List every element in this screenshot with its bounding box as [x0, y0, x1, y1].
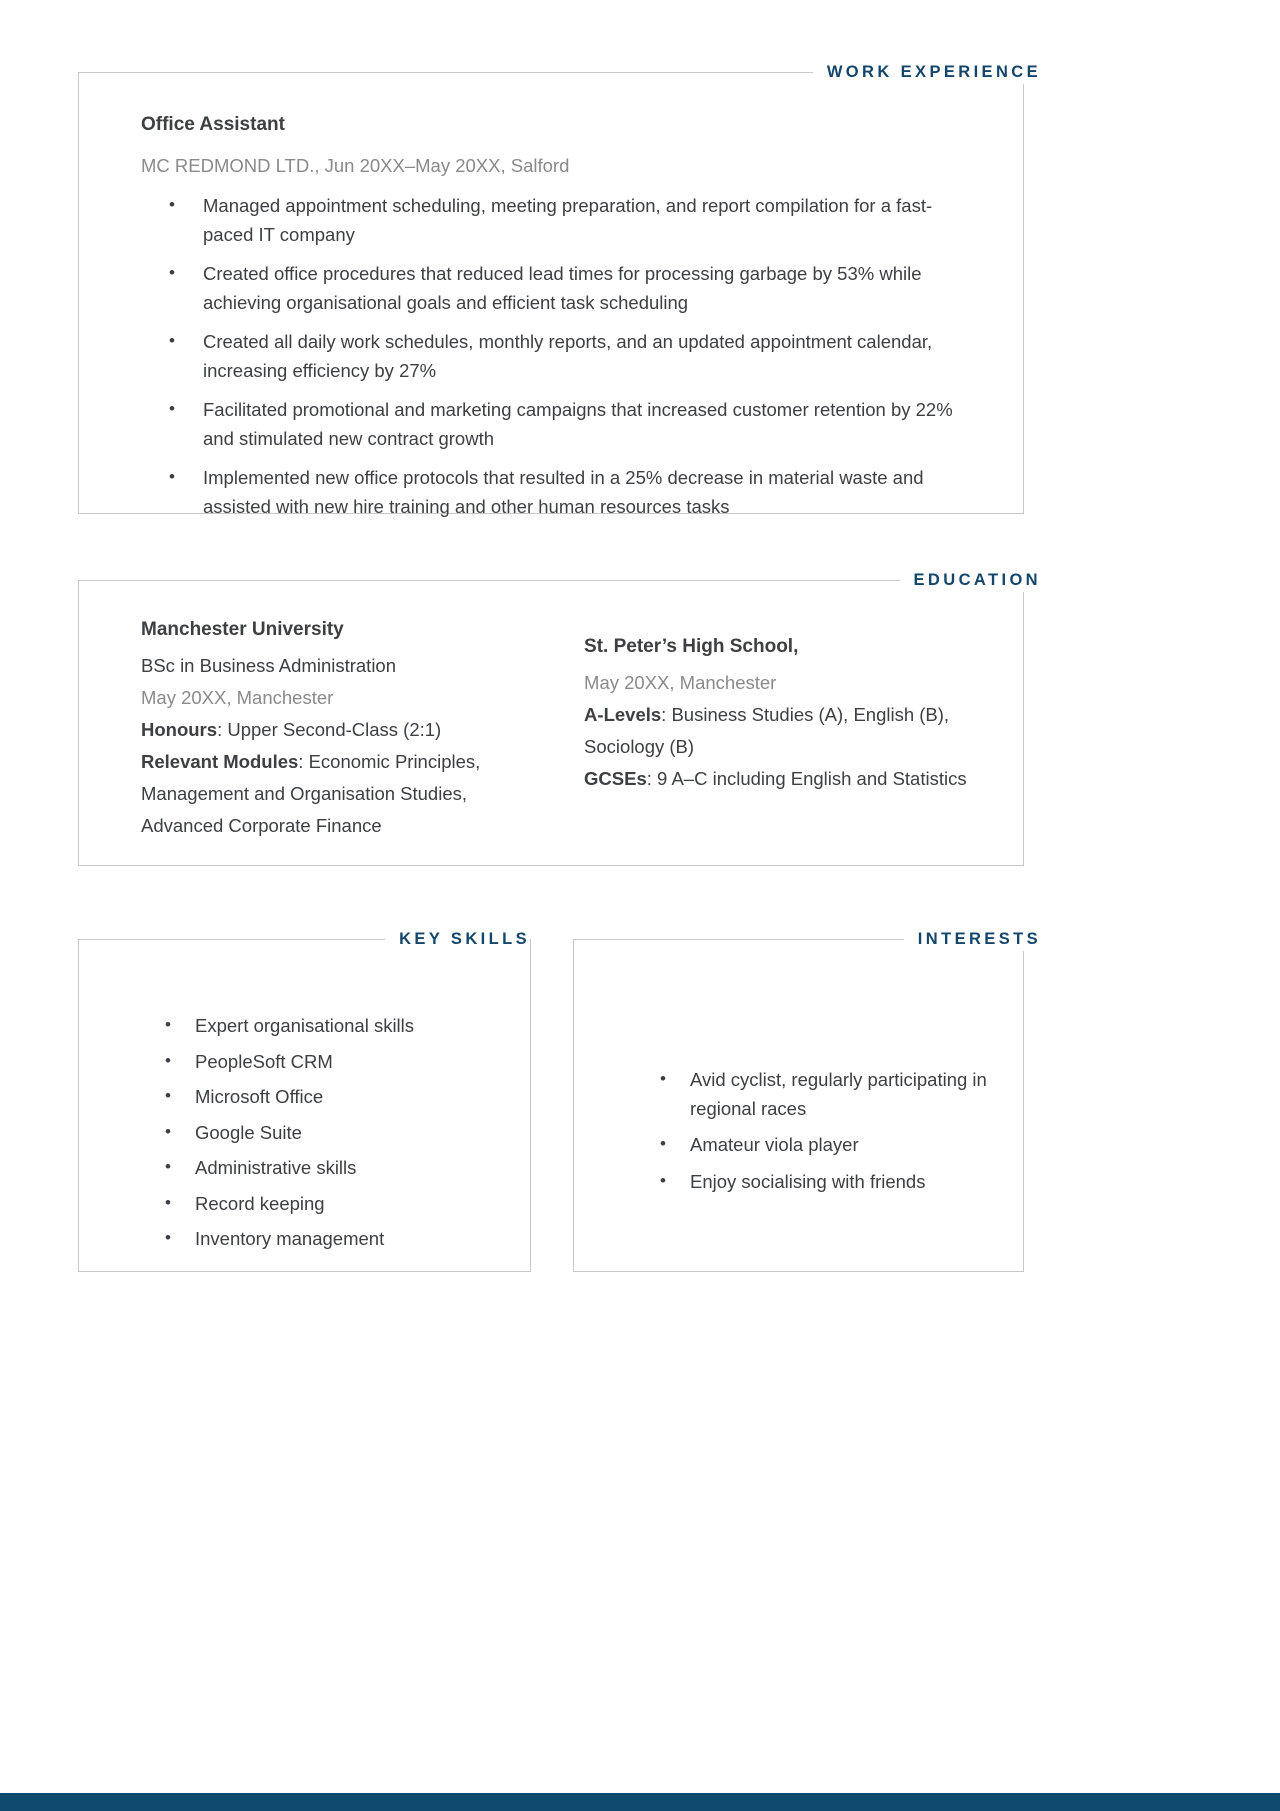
key-skills-list: [137, 1012, 510, 1254]
list-item: • Created office procedures that reduced lead times for processing garbage by 53% while achieving organisational goals and efficient task scheduling: [141, 260, 981, 317]
education-institution: St. Peter’s High School,: [584, 636, 799, 657]
interests-section: [573, 930, 1041, 1272]
job-company-meta: MC REDMOND LTD., Jun 20XX–May 20XX, Salford: [141, 155, 570, 176]
education-honours-label: Honours: [141, 719, 218, 740]
education-section: [78, 571, 1041, 866]
education-gcses-label: GCSEs: [584, 768, 647, 789]
work-experience-heading: WORK EXPERIENCE: [813, 60, 1041, 84]
footer-accent-bar: [0, 1793, 1280, 1811]
education-date-location: May 20XX, Manchester: [141, 687, 334, 708]
education-modules: [141, 746, 528, 842]
list-item: • Microsoft Office: [137, 1083, 510, 1112]
education-date-location: May 20XX, Manchester: [584, 672, 777, 693]
education-entry-highschool: [548, 615, 1023, 842]
list-item: • Google Suite: [137, 1119, 510, 1148]
education-gcses-value: : 9 A–C including English and Statistics: [646, 768, 967, 789]
list-item: • Avid cyclist, regularly participating in regional races: [632, 1066, 999, 1123]
list-item: • Managed appointment scheduling, meeting preparation, and report compilation for a fast-paced IT company: [141, 192, 981, 249]
education-alevels: [584, 699, 1003, 763]
education-honours-value: : Upper Second-Class (2:1): [217, 719, 442, 740]
interests-heading: INTERESTS: [904, 927, 1041, 951]
education-modules-value: : Economic Principles, Management and Organisation Studies, Advanced Corporate Finance: [141, 751, 481, 836]
list-item: • Record keeping: [137, 1190, 510, 1219]
list-item: • Created all daily work schedules, monthly reports, and an updated appointment calendar, increasing efficiency by 27%: [141, 328, 981, 385]
key-skills-heading: KEY SKILLS: [385, 927, 530, 951]
education-alevels-value: : Business Studies (A), English (B), Sociology (B): [584, 704, 950, 757]
job-title: Office Assistant: [141, 114, 285, 135]
list-item: • PeopleSoft CRM: [137, 1048, 510, 1077]
list-item: • Expert organisational skills: [137, 1012, 510, 1041]
interests-body: [574, 940, 1023, 1196]
education-entry-university: [79, 615, 548, 842]
education-gcses: [584, 763, 1003, 795]
work-experience-bullet-list: [141, 192, 981, 521]
education-heading: EDUCATION: [900, 568, 1041, 592]
work-experience-body: [79, 73, 1023, 521]
list-item: • Facilitated promotional and marketing campaigns that increased customer retention by 22% and stimulated new contract growth: [141, 396, 981, 453]
education-honours: [141, 714, 528, 746]
education-columns: [79, 581, 1023, 842]
work-experience-section: [78, 63, 1041, 517]
list-item: • Amateur viola player: [632, 1131, 999, 1160]
list-item: • Administrative skills: [137, 1154, 510, 1183]
key-skills-body: [79, 940, 530, 1254]
education-institution: Manchester University: [141, 619, 344, 640]
education-alevels-label: A-Levels: [584, 704, 662, 725]
list-item: • Inventory management: [137, 1225, 510, 1254]
key-skills-section: [78, 930, 531, 1272]
education-degree: BSc in Business Administration: [141, 655, 397, 676]
list-item: • Implemented new office protocols that resulted in a 25% decrease in material waste and assisted with new hire training and other human resources tasks: [141, 464, 981, 521]
list-item: • Enjoy socialising with friends: [632, 1168, 999, 1197]
education-modules-label: Relevant Modules: [141, 751, 299, 772]
interests-list: [632, 1066, 999, 1196]
